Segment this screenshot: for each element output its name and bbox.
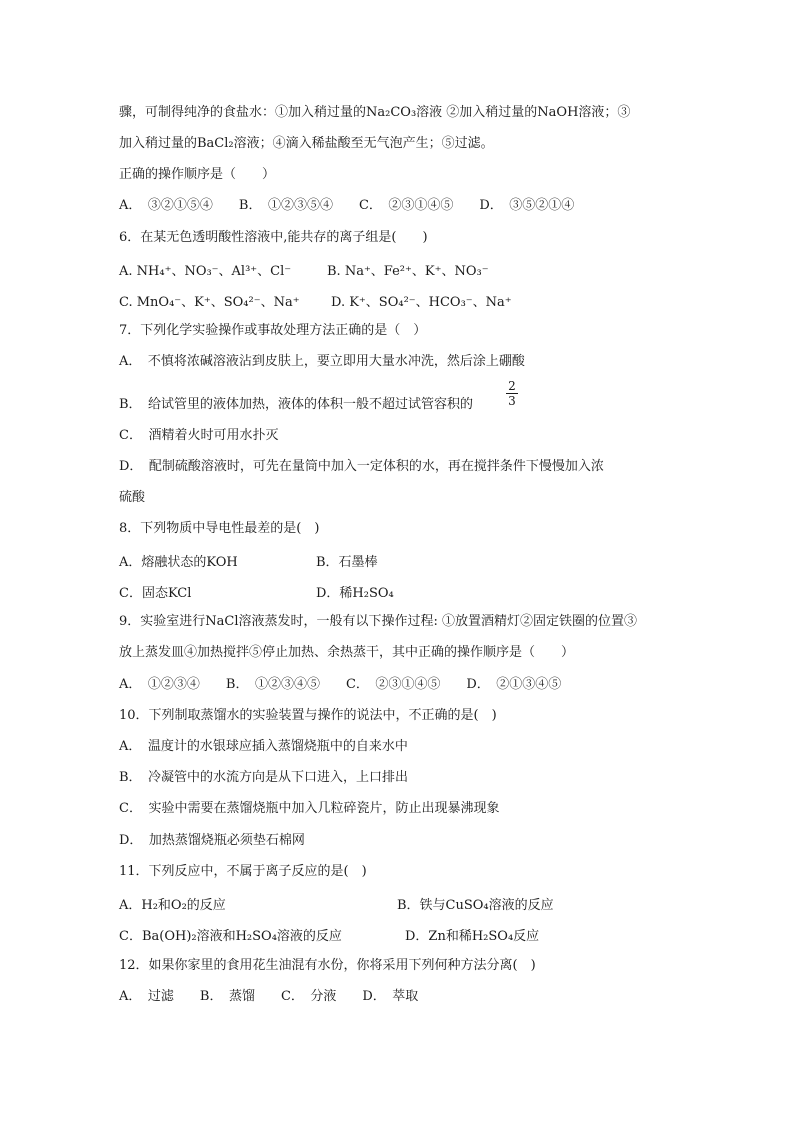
q7-option-c: C． 酒精着火时可用水扑灭: [119, 428, 279, 443]
q10-option-a: A． 温度计的水银球应插入蒸馏烧瓶中的自来水中: [119, 739, 408, 754]
q11-question: 11．下列反应中，不属于离子反应的是( ): [119, 864, 367, 879]
fraction-numerator: 2: [508, 379, 516, 393]
q10-option-c: C． 实验中需要在蒸馏烧瓶中加入几粒碎瓷片，防止出现暴沸现象: [119, 801, 500, 816]
q8-option-d: D．稀H₂SO₄: [316, 586, 394, 601]
q5-options: A． ③②①⑤④ B． ①②③⑤④ C． ②③①④⑤ D． ③⑤②①④: [119, 198, 575, 213]
q10-option-b: B． 冷凝管中的水流方向是从下口进入，上口排出: [119, 770, 409, 785]
q11-option-c: C．Ba(OH)₂溶液和H₂SO₄溶液的反应: [119, 929, 342, 944]
q7-option-d-line2: 硫酸: [119, 490, 146, 505]
q11-option-a: A．H₂和O₂的反应: [119, 898, 226, 913]
q5-text-line2: 加入稍过量的BaCl₂溶液；④滴入稀盐酸至无气泡产生；⑤过滤。: [119, 136, 494, 151]
fraction-denominator: 3: [508, 394, 516, 408]
q9-question-line1: 9．实验室进行NaCl溶液蒸发时，一般有以下操作过程: ①放置酒精灯②固定铁圈的位置③: [119, 614, 638, 629]
q8-question: 8．下列物质中导电性最差的是( ): [119, 521, 320, 536]
fraction-two-thirds: [505, 380, 519, 407]
q8-option-a: A．熔融状态的KOH: [119, 555, 238, 570]
q5-text-line1: 骤，可制得纯净的食盐水：①加入稍过量的Na₂CO₃溶液 ②加入稍过量的NaOH溶液；③: [119, 105, 631, 120]
q6-option-a: A. NH₄⁺、NO₃⁻、Al³⁺、Cl⁻: [119, 264, 292, 279]
q7-question: 7．下列化学实验操作或事故处理方法正确的是（ ）: [119, 323, 427, 338]
q10-option-d: D． 加热蒸馏烧瓶必须垫石棉网: [119, 833, 305, 848]
q12-options: A． 过滤 B． 蒸馏 C． 分液 D． 萃取: [119, 989, 419, 1004]
q11-option-b: B．铁与CuSO₄溶液的反应: [397, 898, 554, 913]
q7-option-d-line1: D． 配制硫酸溶液时，可先在量筒中加入一定体积的水，再在搅拌条件下慢慢加入浓: [119, 459, 604, 474]
q10-question: 10．下列制取蒸馏水的实验装置与操作的说法中，不正确的是( ): [119, 708, 497, 723]
q6-option-b: B. Na⁺、Fe²⁺、K⁺、NO₃⁻: [327, 264, 489, 279]
q7-option-a: A． 不慎将浓碱溶液沾到皮肤上，要立即用大量水冲洗，然后涂上硼酸: [119, 354, 525, 369]
q8-option-b: B．石墨棒: [316, 555, 378, 570]
q6-question: 6．在某无色透明酸性溶液中,能共存的离子组是( ): [119, 230, 428, 245]
q9-question-line2: 放上蒸发皿④加热搅拌⑤停止加热、余热蒸干，其中正确的操作顺序是（ ）: [119, 645, 575, 660]
q7-option-b: B． 给试管里的液体加热，液体的体积一般不超过试管容积的: [119, 397, 474, 412]
q9-options: A． ①②③④ B． ①②③④⑤ C． ②③①④⑤ D． ②①③④⑤: [119, 677, 562, 692]
q11-option-d: D．Zn和稀H₂SO₄反应: [405, 929, 540, 944]
q12-question: 12．如果你家里的食用花生油混有水份，你将采用下列何种方法分离( ): [119, 958, 536, 973]
q8-option-c: C．固态KCl: [119, 586, 192, 601]
q5-prompt: 正确的操作顺序是（ ）: [119, 167, 276, 182]
q6-option-c: C. MnO₄⁻、K⁺、SO₄²⁻、Na⁺: [119, 295, 300, 310]
q6-option-d: D. K⁺、SO₄²⁻、HCO₃⁻、Na⁺: [331, 295, 512, 310]
